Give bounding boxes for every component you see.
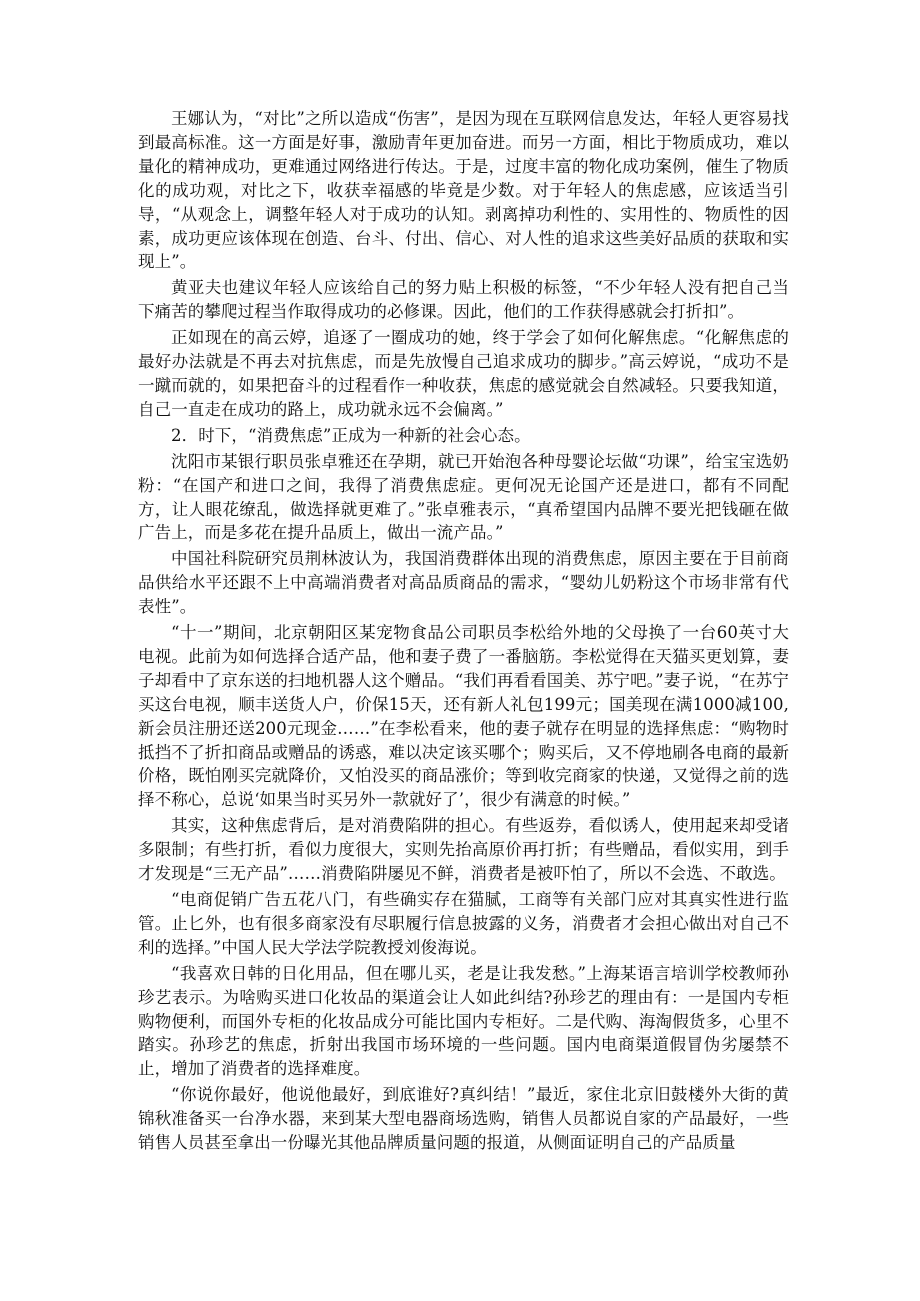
paragraph-wang-na: 王娜认为，“对比”之所以造成“伤害”，是因为现在互联网信息发达，年轻人更容易找到最高标准。这一方面是好事，激励青年更加奋进。而另一方面，相比于物质成功，难以量化的精神成功，更难通过网络进行传达。于是，过度丰富的物化成功案例，催生了物质化的成功观，对比之下，收获幸福感的毕竟是少数。对于年轻人的焦虑感，应该适当引导，“从观念上，调整年轻人对于成功的认知。剥离掉功利性的、实用性的、物质性的因素，成功更应该体现在创造、台斗、付出、信心、对人性的追求这些美好品质的获取和实现上”。 xyxy=(138,109,789,272)
paragraph-huang-yafu: 黄亚夫也建议年轻人应该给自己的努力贴上积极的标签，“不少年轻人没有把自己当下痛苦的攀爬过程当作取得成功的必修课。因此，他们的工作获得感就会打折扣”。 xyxy=(138,278,789,322)
paragraph-huang-jinqiu: “你说你最好，他说他最好，到底谁好?真纠结！”最近，家住北京旧鼓楼外大街的黄锦秋准备买一台净水器，来到某大型电器商场选购，销售人员都说自家的产品最好，一些销售人员甚至拿出一份曝光其他品牌质量问题的报道，从侧面证明自己的产品质量 xyxy=(138,1085,789,1153)
paragraph-zhang-zhuoya: 沈阳市某银行职员张卓雅还在孕期，就已开始泡各种母婴论坛做“功课”，给宝宝选奶粉：“在国产和进口之间，我得了消费焦虑症。更何况无论国产还是进口，都有不同配方，让人眼花缭乱，做选择就更难了。”张卓雅表示，“真希望国内品牌不要光把钱砸在做广告上，而是多花在提升品质上，做出一流产品。” xyxy=(138,451,789,543)
document-body xyxy=(138,107,789,1155)
paragraph-sun-zhenyi: “我喜欢日韩的日化用品，但在哪儿买，老是让我发愁。”上海某语言培训学校教师孙珍艺表示。为啥购买进口化妆品的渠道会让人如此纠结?孙珍艺的理由有：一是国内专柜购物便利，而国外专柜的化妆品成分可能比国内专柜好。二是代购、海淘假货多，心里不踏实。孙珍艺的焦虑，折射出我国市场环境的一些问题。国内电商渠道假冒伪劣屡禁不止，增加了消费者的选择难度。 xyxy=(138,963,789,1079)
section-heading-consumption-anxiety: 2．时下，“消费焦虑”正成为一种新的社会心态。 xyxy=(171,425,531,445)
paragraph-gao-yunting: 正如现在的高云婷，追逐了一圈成功的她，终于学会了如何化解焦虑。“化解焦虑的最好办法就是不再去对抗焦虑，而是先放慢自己追求成功的脚步。”高云婷说，“成功不是一蹴而就的，如果把奋斗的过程看作一种收获，焦虑的感觉就会自然减轻。只要我知道，自己一直走在成功的路上，成功就永远不会偏离。” xyxy=(138,328,789,419)
paragraph-liu-junhai: “电商促销广告五花八门，有些确实存在猫腻，工商等有关部门应对其真实性进行监管。止匕外，也有很多商家没有尽职履行信息披露的义务，消费者才会担心做出对自己不利的选择。”中国人民大学法学院教授刘俊海说。 xyxy=(138,890,789,957)
paragraph-li-song: “十一”期间，北京朝阳区某宠物食品公司职员李松给外地的父母换了一台60英寸大电视。此前为如何选择合适产品，他和妻子费了一番脑筋。李松觉得在天猫买更划算，妻子却看中了京东送的扫地机器人这个赠品。“我们再看看国美、苏宁吧。”妻子说，“在苏宁买这台电视，顺丰送货人户，价保15天，还有新人礼包199元；国美现在满1000减100,新会员注册还送200元现金……”在李松看来，他的妻子就存在明显的选择焦虑：“购物时抵挡不了折扣商品或赠品的诱惑，难以决定该买哪个；购买后，又不停地刷各电商的最新价格，既怕刚买完就降价，又怕没买的商品涨价；等到收完商家的快递，又觉得之前的选择不称心，总说‘如果当时买另外一款就好了’，很少有满意的时候。” xyxy=(138,623,789,810)
paragraph-consumption-traps: 其实，这种焦虑背后，是对消费陷阱的担心。有些返券，看似诱人，使用起来却受诸多限制；有些打折，看似力度很大，实则先抬高原价再打折；有些赠品，看似实用，到手才发现是“三无产品”……消费陷阱屡见不鲜，消费者是被吓怕了，所以不会选、不敢选。 xyxy=(138,816,789,884)
paragraph-jing-linbo: 中国社科院研究员荆林波认为，我国消费群体出现的消费焦虑，原因主要在于目前商品供给水平还跟不上中高端消费者对高品质商品的需求，“婴幼儿奶粉这个市场非常有代表性”。 xyxy=(138,549,789,617)
